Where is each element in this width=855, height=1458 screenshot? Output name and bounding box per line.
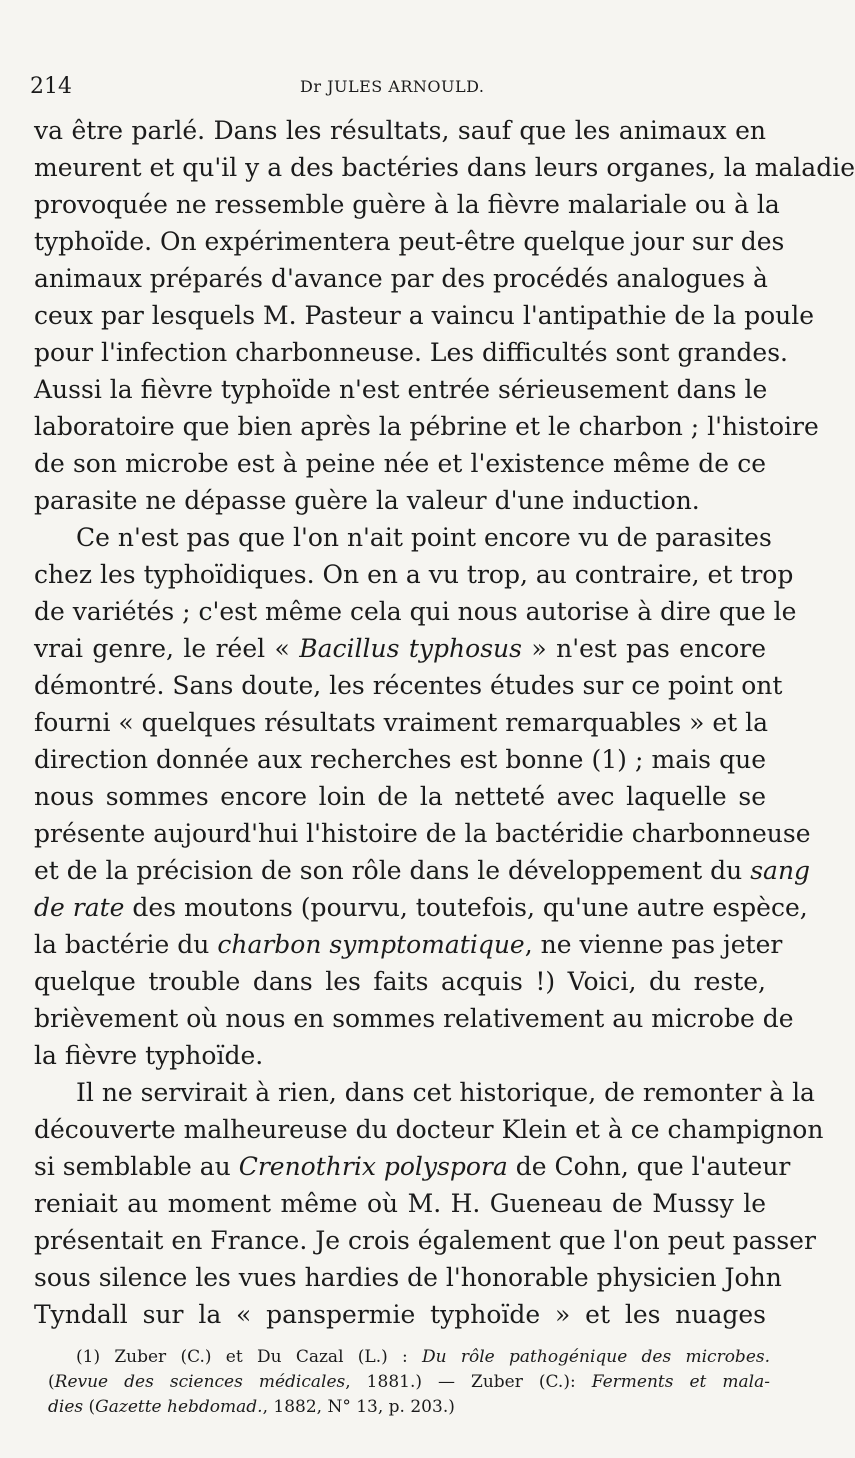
text-line: de son microbe est à peine née et l'existence même de ce bbox=[34, 449, 766, 478]
text-line: nous sommes encore loin de la netteté avec laquelle se bbox=[34, 782, 766, 811]
text-line: la fièvre typhoïde. bbox=[34, 1041, 264, 1070]
text-line: Aussi la fièvre typhoïde n'est entrée sérieusement dans le bbox=[34, 375, 768, 404]
text-line: Il ne servirait à rien, dans cet historique, de remonter à la bbox=[76, 1078, 815, 1107]
text-line: ceux par lesquels M. Pasteur a vaincu l'antipathie de la poule bbox=[34, 301, 815, 330]
text-line: Tyndall sur la « panspermie typhoïde » et les nuages bbox=[34, 1300, 766, 1329]
text-line: fourni « quelques résultats vraiment remarquables » et la bbox=[34, 708, 769, 737]
footnotes bbox=[48, 1345, 770, 1420]
text-line: reniait au moment même où M. H. Gueneau de Mussy le bbox=[34, 1189, 766, 1218]
text-line: provoquée ne ressemble guère à la fièvre malariale ou à la bbox=[34, 190, 780, 219]
text-line: sous silence les vues hardies de l'honorable physicien John bbox=[34, 1263, 782, 1292]
text-line: brièvement où nous en sommes relativement au microbe de bbox=[34, 1004, 794, 1033]
text-line: Ce n'est pas que l'on n'ait point encore vu de parasites bbox=[76, 523, 772, 552]
text-line: meurent et qu'il y a des bactéries dans leurs organes, la maladie bbox=[34, 153, 855, 182]
running-head: Dr JULES ARNOULD. bbox=[300, 77, 485, 96]
text-line: vrai genre, le réel « Bacillus typhosus » n'est pas encore bbox=[34, 634, 766, 663]
text-line: chez les typhoïdiques. On en a vu trop, au contraire, et trop bbox=[34, 560, 794, 589]
body-text bbox=[34, 112, 855, 1333]
text-line: laboratoire que bien après la pébrine et le charbon ; l'histoire bbox=[34, 412, 819, 441]
footnote-line: (1) Zuber (C.) et Du Cazal (L.) : Du rôle pathogénique des microbes. bbox=[76, 1347, 771, 1367]
text-line: va être parlé. Dans les résultats, sauf que les animaux en bbox=[34, 116, 766, 145]
footnote-line: dies (Gazette hebdomad., 1882, N° 13, p. 203.) bbox=[48, 1397, 455, 1417]
page-header bbox=[30, 74, 770, 104]
text-line: si semblable au Crenothrix polyspora de Cohn, que l'auteur bbox=[34, 1152, 791, 1181]
text-line: et de la précision de son rôle dans le développement du sang bbox=[34, 856, 811, 885]
text-line: présente aujourd'hui l'histoire de la bactéridie charbonneuse bbox=[34, 819, 811, 848]
text-line: de variétés ; c'est même cela qui nous autorise à dire que le bbox=[34, 597, 797, 626]
text-line: animaux préparés d'avance par des procédés analogues à bbox=[34, 264, 768, 293]
text-line: présentait en France. Je crois également que l'on peut passer bbox=[34, 1226, 816, 1255]
text-line: quelque trouble dans les faits acquis !) Voici, du reste, bbox=[34, 967, 766, 996]
text-line: de rate des moutons (pourvu, toutefois, qu'une autre espèce, bbox=[34, 893, 808, 922]
footnote-line: (Revue des sciences médicales, 1881.) — Zuber (C.): Ferments et mala- bbox=[48, 1372, 770, 1392]
text-line: pour l'infection charbonneuse. Les difficultés sont grandes. bbox=[34, 338, 788, 367]
text-line: typhoïde. On expérimentera peut-être quelque jour sur des bbox=[34, 227, 785, 256]
text-line: la bactérie du charbon symptomatique, ne vienne pas jeter bbox=[34, 930, 783, 959]
text-line: direction donnée aux recherches est bonne (1) ; mais que bbox=[34, 745, 766, 774]
page-number: 214 bbox=[30, 74, 72, 99]
text-line: parasite ne dépasse guère la valeur d'une induction. bbox=[34, 486, 700, 515]
text-line: démontré. Sans doute, les récentes études sur ce point ont bbox=[34, 671, 783, 700]
text-line: découverte malheureuse du docteur Klein et à ce champignon bbox=[34, 1115, 824, 1144]
